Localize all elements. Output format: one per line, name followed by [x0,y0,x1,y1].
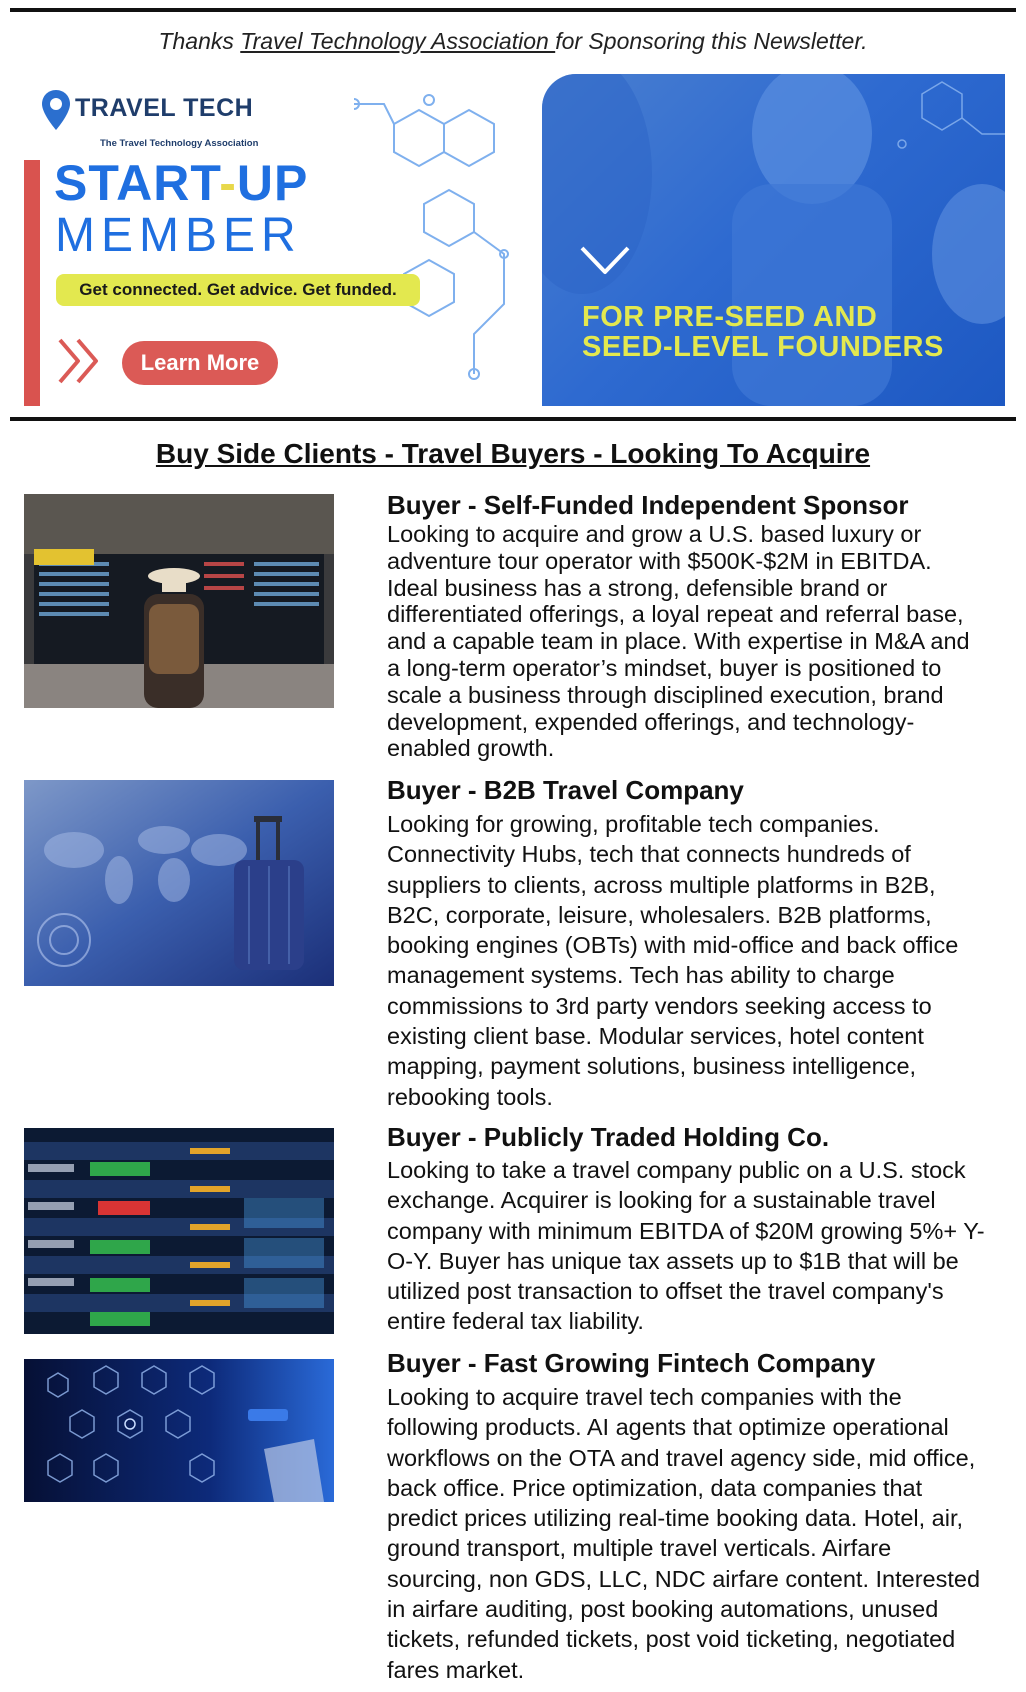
sponsor-prefix: Thanks [158,28,241,54]
member-heading: MEMBER [55,209,302,262]
banner-network-graphic [354,84,554,404]
up-word: UP [236,155,309,211]
logo-subtitle: The Travel Technology Association [100,138,259,149]
sponsor-line [0,28,1026,55]
buyer-2-title: Buyer - B2B Travel Company [387,775,744,805]
location-pin-icon [42,90,70,130]
stock-ticker-image [24,1128,334,1334]
chevron-down-icon [576,240,634,280]
buyer-1-title: Buyer - Self-Funded Independent Sponsor [387,490,909,520]
fintech-icons-image [24,1359,334,1502]
startup-dash: - [219,155,237,211]
banner-accent-bar [24,160,40,406]
airport-departures-image [24,494,334,708]
founders-text [582,302,944,362]
buyer-1-description: Looking to acquire and grow a U.S. based luxury or adventure tour operator with $500K-$2M in EBITDA. Ideal business has a strong, defensible brand or differentiated offerings, a loyal repeat and referral base, and a capable team in place. With expertise in M&A and a long-term operator’s mindset, buyer is positioned to scale a business through disciplined execution, brand development, expended offerings, and technology-enabled growth. [387,521,970,762]
buyer-2-description: Looking for growing, profitable tech companies. Connectivity Hubs, tech that connects hundreds of suppliers to clients, across multiple platforms in B2B, B2C, corporate, leisure, wholesalers. B2B platforms, booking engines (OBTs) with mid-office and back office management systems. Tech has ability to charge commissions to 3rd party vendors seeking access to existing client base. Modular services, hotel content mapping, payment solutions, business intelligence, rebooking tools. [387,811,959,1110]
learn-more-button[interactable]: Learn More [122,341,278,385]
sponsor-suffix: for Sponsoring this Newsletter. [555,28,868,54]
founders-line-2: SEED-LEVEL FOUNDERS [582,331,944,363]
sponsor-link[interactable]: Travel Technology Association [240,28,556,54]
buyer-4-title: Buyer - Fast Growing Fintech Company [387,1348,876,1378]
double-chevron-icon [56,336,110,386]
middle-divider [10,417,1016,421]
buyer-3-title: Buyer - Publicly Traded Holding Co. [387,1122,830,1152]
sponsor-banner[interactable] [24,74,1005,406]
founders-line-1: FOR PRE-SEED AND [582,301,878,333]
world-map-suitcase-image [24,780,334,986]
section-title: Buy Side Clients - Travel Buyers - Looking To Acquire [155,438,871,469]
top-divider [10,8,1016,12]
logo-title: TRAVEL TECH [75,94,254,122]
buyer-3-description: Looking to take a travel company public on a U.S. stock exchange. Acquirer is looking for a sustainable travel company with minimum EBITDA of $20M growing 5%+ Y-O-Y. Buyer has unique tax assets up to $1B that will be utilized post transaction to offset the travel company's entire federal tax liability. [387,1157,985,1335]
startup-word: START [54,155,220,211]
banner-tagline: Get connected. Get advice. Get funded. [56,274,420,306]
buyer-4-description: Looking to acquire travel tech companies with the following products. AI agents that optimize operational workflows on the OTA and travel agency side, mid office, back office. Price optimization, data companies that predict prices utilizing real-time booking data. Hotel, air, ground transport, multiple travel verticals. Airfare sourcing, non GDS, LLC, NDC airfare content. Interested in airfare auditing, post booking automations, unused tickets, refunded tickets, post void ticketing, negotiated fares market. [387,1384,981,1683]
startup-heading [54,154,308,212]
